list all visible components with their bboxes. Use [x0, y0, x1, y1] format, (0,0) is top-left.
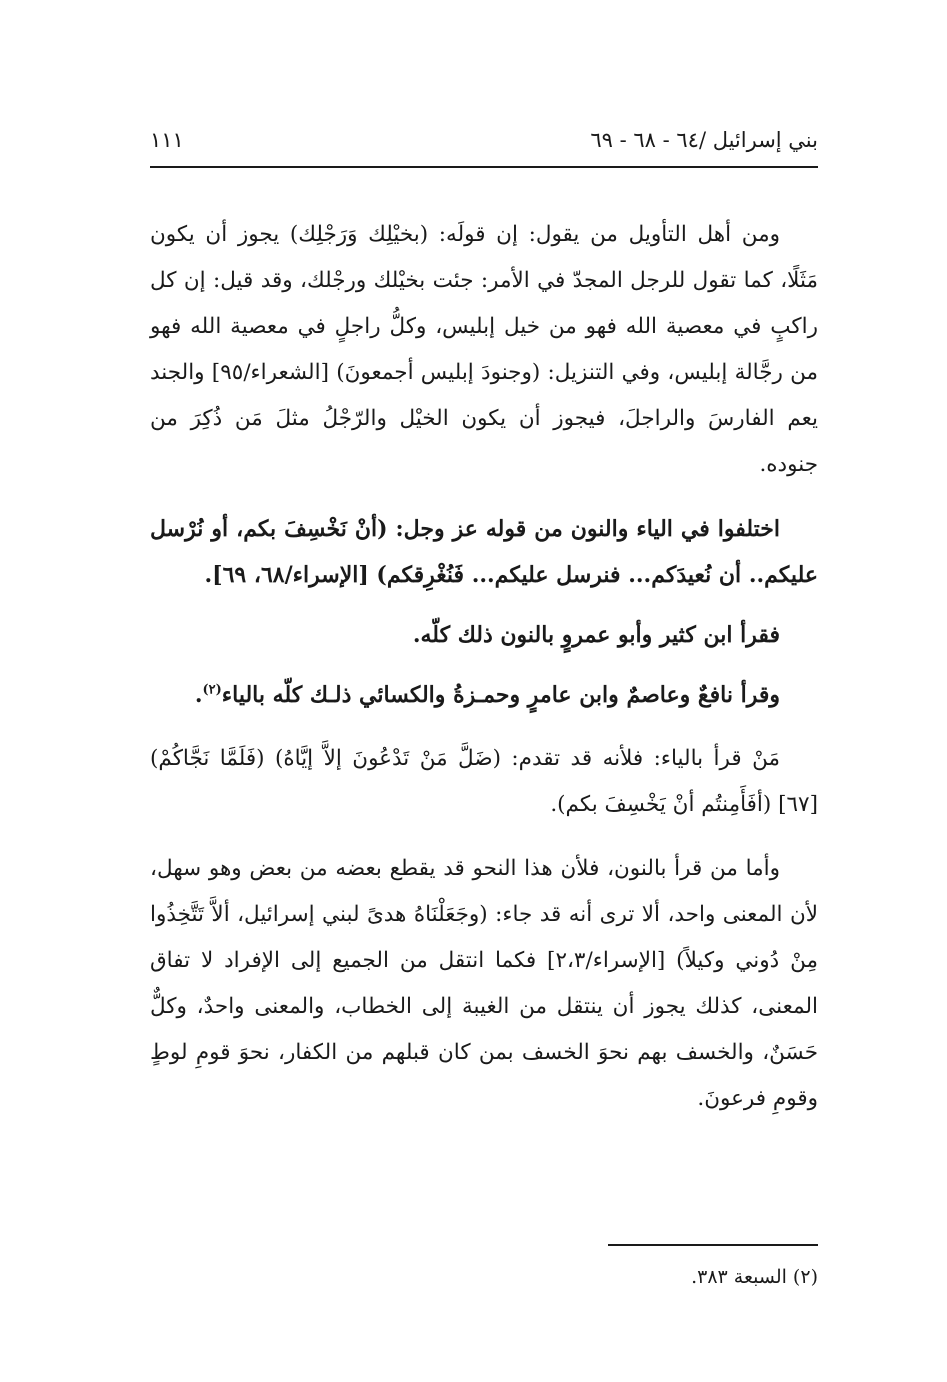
body-text [150, 212, 818, 1122]
footnote-marker: (٢) [202, 682, 222, 698]
footnote: (٢) السبعة ٣٨٣. [691, 1266, 818, 1288]
paragraph-ikhtilaf-heading: اختلفوا في الياء والنون من قوله عز وجل: (أنْ نَخْسِفَ بكم، أو نُرْسل عليكم.. أن نُعيدَكم... فنرسل عليكم... فَنُغْرِقكم) [الإسراء/٦٨، ٦٩]. [150, 516, 818, 588]
nafi-reading-tail: . [194, 682, 203, 708]
running-head [150, 128, 818, 164]
chapter-reference: بني إسرائيل /٦٤ - ٦٨ - ٦٩ [590, 128, 818, 152]
paragraph-ya-reading: مَنْ قرأ بالياء: فلأنه قد تقدم: (ضَلَّ مَنْ تَدْعُونَ إلاَّ إيَّاهُ) (فَلَمَّا نَجَّاكُمْ) [٦٧] (أفَأَمِنتُم أنْ يَخْسِفَ بكم). [150, 746, 818, 817]
paragraph-tawil: ومن أهل التأويل من يقول: إن قولَه: (بخيْلِك وَرَجْلِك) يجوز أن يكون مَثَلًا، كما تقول للرجل المجدّ في الأمر: جئت بخيْلك ورجْلك، وقد قيل: إن كل راكبٍ في معصية الله فهو من خيل إبليس، وكلُّ راجلٍ في معصية الله فهو من رجَّالة إبليس، وفي التنزيل: (وجنودَ إبليس أجمعونَ) [الشعراء/٩٥] والجند يعم الفارسَ والراجلَ، فيجوز أن يكون الخيْل والرّجْلُ مثلَ مَن ذُكِرَ من جنوده. [150, 222, 819, 477]
footnote-rule [608, 1244, 818, 1246]
header-rule [150, 166, 818, 168]
paragraph-nafi-reading [150, 672, 818, 718]
page-number: ١١١ [150, 128, 184, 152]
paragraph-nun-reading: وأما من قرأ بالنون، فلأن هذا النحو قد يقطع بعضه من بعض وهو سهل، لأن المعنى واحد، ألا ترى أنه قد جاء: (وجَعَلْنَاهُ هدىً لبني إسرائيل، ألاَّ تَتَّخِذُوا مِنْ دُوني وكيلاً) [الإسراء/٢،٣] فكما انتقل من الجميع إلى الإفراد لا تفاق المعنى، كذلك يجوز أن ينتقل من الغيبة إلى الخطاب، والمعنى واحدٌ، وكلٌّ حَسَنٌ، والخسف بهم نحوَ الخسف بمن كان قبلهم من الكفار، نحوَ قومِ لوطٍ وقومِ فرعونَ. [150, 856, 818, 1111]
paragraph-ibn-kathir-reading: فقرأ ابن كثير وأبو عمروٍ بالنون ذلك كلّه. [412, 622, 780, 648]
nafi-reading-text: وقرأ نافعٌ وعاصمٌ وابن عامرٍ وحمـزةُ والكسائي ذلـك كلّه بالياء [221, 682, 780, 708]
